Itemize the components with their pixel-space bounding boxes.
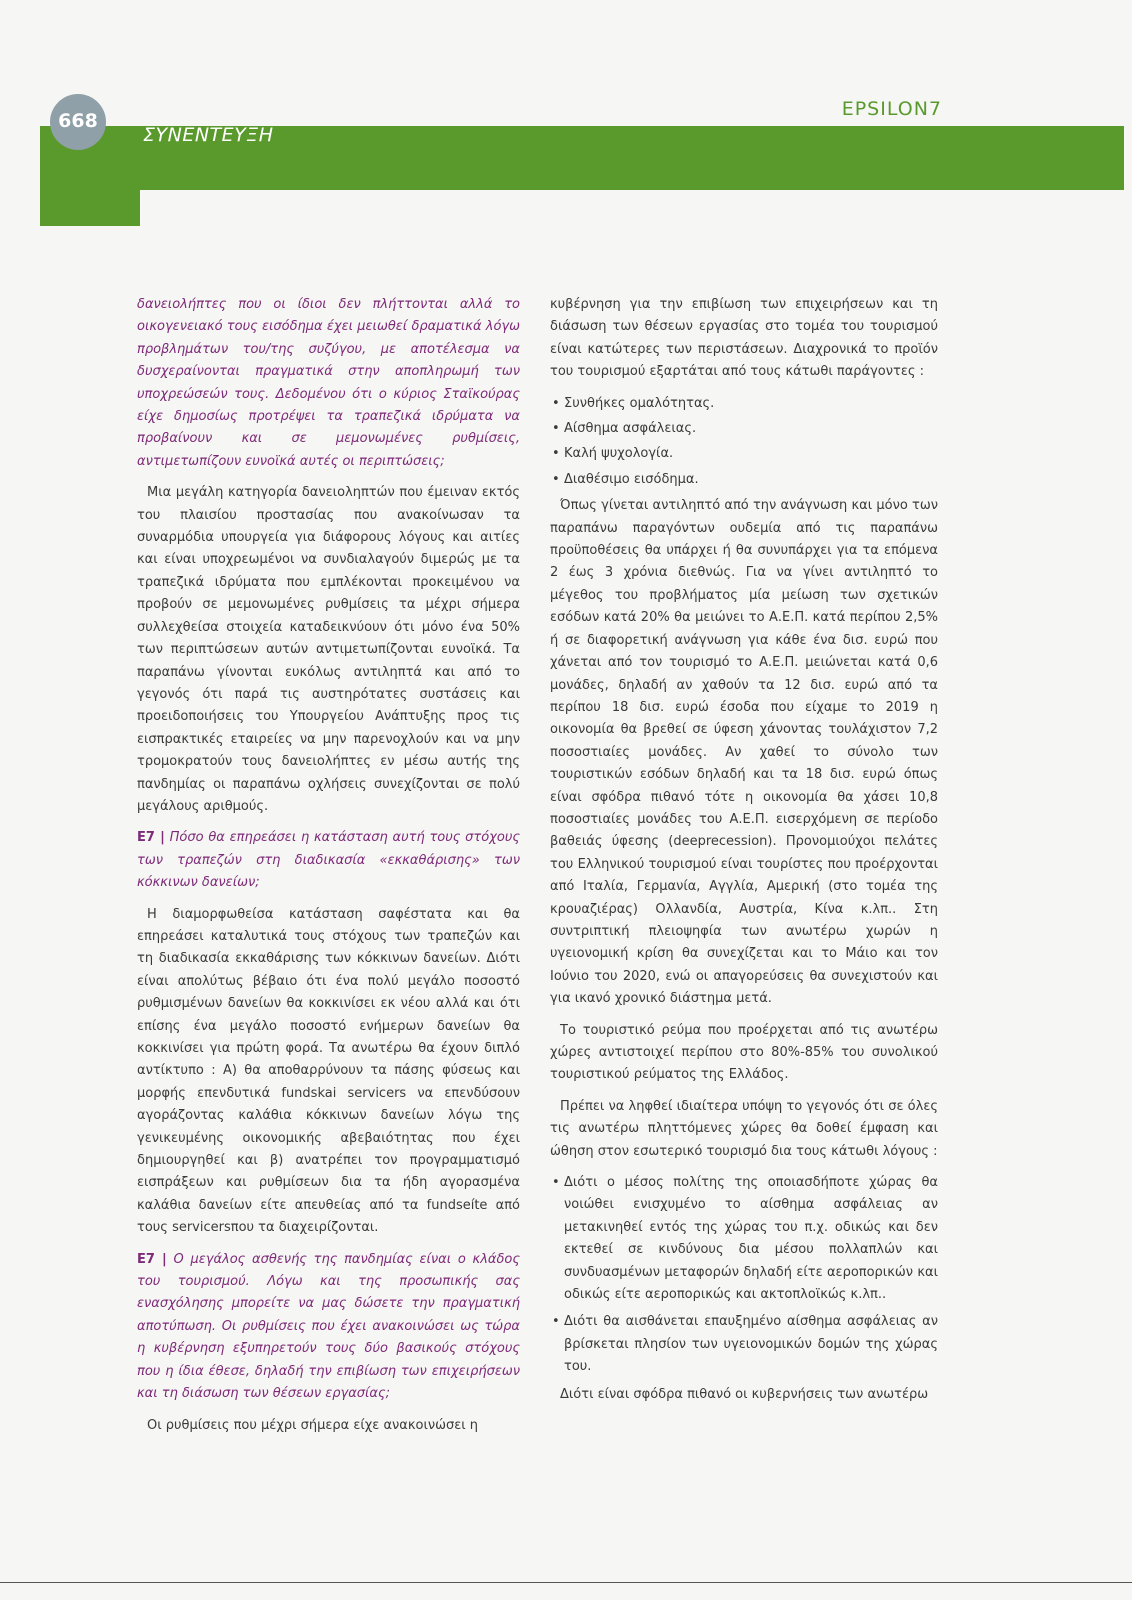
list-item: • Διαθέσιμο εισόδημα. bbox=[550, 469, 938, 491]
list-item: • Διότι ο μέσος πολίτης της οποιασδήποτε χώρας θα νοιώθει ενισχυμένο το αίσθημα ασφάλειας αν μετακινηθεί εντός της χώρας του π.χ. οδικώς και δεν εκτεθεί σε κινδύνους δια μέσου πολλαπλών και συνδυασμένων μεταφορών δηλαδή είτε αεροπορικών και οδικώς είτε αεροπορικώς και ακτοπλοϊκώς κ.λπ.. bbox=[550, 1172, 938, 1306]
answer-paragraph: κυβέρνηση για την επιβίωση των επιχειρήσεων και τη διάσωση των θέσεων εργασίας στο τομέα του τουρισμού είναι κατώτερες των περιστάσεων. Διαχρονικά το προϊόν του τουρισμού εξαρτάται από τους κάτωθι παράγοντες : bbox=[550, 297, 938, 380]
header-band-tail bbox=[40, 188, 140, 226]
section-title: ΣΥΝΕΝΤΕΥΞΗ bbox=[143, 124, 274, 146]
list-item: • Αίσθημα ασφάλειας. bbox=[550, 418, 938, 440]
answer-paragraph: Όπως γίνεται αντιληπτό από την ανάγνωση και μόνο των παραπάνω παραγόντων ουδεμία από τις παραπάνω προϋποθέσεις θα υπάρχει ή θα συνυπάρχει για τα επόμενα 2 έως 3 χρόνια διεθνώς. Για να γίνει αντιληπτό το μέγεθος του προβλήματος μία μείωση των σχετικών εσόδων κατά 20% θα μειώνει το Α.Ε.Π. κατά περίπου 2,5% ή σε διαφορετική ανάγνωση για κάθε ένα δισ. ευρώ που χάνεται από τον τουρισμό το Α.Ε.Π. μειώνεται κατά 0,6 μονάδες, δηλαδή αν χαθούν τα 12 δισ. ευρώ από τα περίπου 18 δισ. ευρώ έσοδα που είχαμε το 2019 η οικονομία θα βρεθεί σε ύφεση χάνοντας τουλάχιστον 7,2 ποσοστιαίες μονάδες. Αν χαθεί το σύνολο των τουριστικών εσόδων δηλαδή και τα 18 δισ. ευρώ όπως είναι σφόδρα πιθανό τότε η οικονομία θα χάσει 10,8 ποσοστιαίες μονάδες του Α.Ε.Π. εισερχόμενη σε περίοδο βαθειάς ύφεσης (deeprecession). Προνομιούχοι πελάτες του Ελληνικού τουρισμού είναι τουρίστες που προέρχονται από Ιταλία, Γερμανία, Αγγλία, Αμερική (στο τομέα της κρουαζιέρας) Ολλανδία, Αυστρία, Κίνα κ.λπ.. Στη συντριπτική πλειοψηφία των ανωτέρω χωρών η υγειονομική κρίση θα συνεχίζεται και το Μάιο και τον Ιούνιο του 2020, ενώ οι απαγορεύσεις θα συνεχιστούν και για ικανό χρονικό διάστημα μετά. bbox=[550, 498, 938, 1007]
question-text: Πόσο θα επηρεάσει η κατάσταση αυτή τους στόχους των τραπεζών στη διαδικασία «εκκαθάρισης» των κόκκινων δανείων; bbox=[137, 830, 520, 891]
answer-paragraph: Το τουριστικό ρεύμα που προέρχεται από τις ανωτέρω χώρες αντιστοιχεί περίπου στο 80%-85% του συνολικού τουριστικού ρεύματος της Ελλάδος. bbox=[550, 1022, 938, 1083]
question-3 bbox=[137, 1249, 520, 1406]
factors-list bbox=[550, 393, 938, 492]
answer-paragraph: Διότι είναι σφόδρα πιθανό οι κυβερνήσεις των ανωτέρω bbox=[560, 1386, 929, 1402]
answer-paragraph: Η διαμορφωθείσα κατάσταση σαφέστατα και θα επηρεάσει καταλυτικά τους στόχους των τραπεζών και τη διαδικασία εκκαθάρισης των κόκκινων δανείων. Διότι είναι απολύτως βέβαιο ότι ένα πολύ μεγάλο ποσοστό ρυθμισμένων δανείων θα κοκκινίσει εκ νέου αλλά και ότι επίσης ένα μεγάλο ποσοστό ενήμερων δανείων θα κοκκινίσει για πρώτη φορά. Τα ανωτέρω θα έχουν διπλό αντίκτυπο : Α) θα αποθαρρύνουν τα πάσης φύσεως και μορφής επενδυτικά fundskai servicers να επενδύσουν αγοράζοντας καλάθια κόκκινων δανείων λόγω της γενικευμένης οικονομικής αβεβαιότητας που έχει δημιουργηθεί και β) ανατρέπει τον προγραμματισμό εισπράξεων και ρυθμίσεων δια τα ήδη αγορασμένα καλάθια δανείων είτε απευθείας από τα fundseíte από τους servicersπου τα διαχειρίζονται. bbox=[137, 906, 520, 1236]
reasons-list bbox=[550, 1172, 938, 1379]
question-text: Ο μεγάλος ασθενής της πανδημίας είναι ο κλάδος του τουρισμού. Λόγω και της προσωπικής σας ενασχόλησης μπορείτε να μας δώσετε την πραγματική αποτύπωση. Οι ρυθμίσεις που έχει ανακοινώσει ως τώρα η κυβέρνηση εξυπηρετούν τους δύο βασικούς στόχους που η ίδια έθεσε, δηλαδή την επιβίωση των επιχειρήσεων και τη διάσωση των θέσεων εργασίας; bbox=[137, 1251, 521, 1402]
question-2 bbox=[137, 827, 520, 894]
right-column bbox=[550, 294, 938, 1415]
footer-rule bbox=[0, 1582, 1132, 1583]
answer-paragraph: Μια μεγάλη κατηγορία δανειοληπτών που έμειναν εκτός του πλαισίου προστασίας που ανακοίνωσαν τα συναρμόδια υπουργεία για διάφορους λόγους και αιτίες και είναι υποχρεωμένοι να συνδιαλαγούν διμερώς με τα τραπεζικά ιδρύματα που εμπλέκονται προκειμένου να προβούν σε μεμονωμένες ρυθμίσεις τα μέχρι σήμερα συλλεχθείσα στοιχεία καταδεικνύουν ότι μόνο ένα 50% των περιπτώσεων αυτών αντιμετωπίζονται ευνοϊκά. Τα παραπάνω γίνονται ευκόλως αντιληπτά και από το γεγονός ότι παρά τις αυστηρότατες συστάσεις και προειδοποιήσεις του Υπουργείου Ανάπτυξης προς τις εισπρακτικές εταιρείες να μην παρενοχλούν και να μην τρομοκρατούν τους δανειολήπτες εν μέσω αυτής της πανδημίας οι παραπάνω οχλήσεις συνεχίζονται σε πολύ μεγάλους αριθμούς. bbox=[137, 485, 520, 814]
page-number: 668 bbox=[50, 94, 106, 150]
question-tag: Ε7 | bbox=[137, 1251, 167, 1267]
left-column bbox=[137, 294, 520, 1446]
answer-paragraph: Οι ρυθμίσεις που μέχρι σήμερα είχε ανακοινώσει η bbox=[147, 1417, 479, 1433]
list-item: • Καλή ψυχολογία. bbox=[550, 443, 938, 465]
question-intro: δανειολήπτες που οι ίδιοι δεν πλήττονται αλλά το οικογενειακό τους εισόδημα έχει μειωθεί δραματικά λόγω προβλημάτων του/της συζύγου, με αποτέλεσμα να δυσχεραίνονται πραγματικά στην αποπληρωμή των υποχρεώσεών τους. Δεδομένου ότι ο κύριος Σταϊκούρας είχε δημοσίως προτρέψει τα τραπεζικά ιδρύματα να προβαίνουν και σε μεμονωμένες ρυθμίσεις, αντιμετωπίζουν ευνοϊκά αυτές οι περιπτώσεις; bbox=[137, 297, 520, 469]
list-item: • Συνθήκες ομαλότητας. bbox=[550, 393, 938, 415]
magazine-brand: EPSILON7 bbox=[841, 98, 942, 120]
list-item: • Διότι θα αισθάνεται επαυξημένο αίσθημα ασφάλειας αν βρίσκεται πλησίον των υγειονομικών δομών της χώρας του. bbox=[550, 1311, 938, 1378]
answer-paragraph: Πρέπει να ληφθεί ιδιαίτερα υπόψη το γεγονός ότι σε όλες τις ανωτέρω πληττόμενες χώρες θα δοθεί έμφαση και ώθηση στον εσωτερικό τουρισμό δια τους κάτωθι λόγους : bbox=[550, 1098, 938, 1159]
question-tag: Ε7 | bbox=[137, 830, 165, 846]
